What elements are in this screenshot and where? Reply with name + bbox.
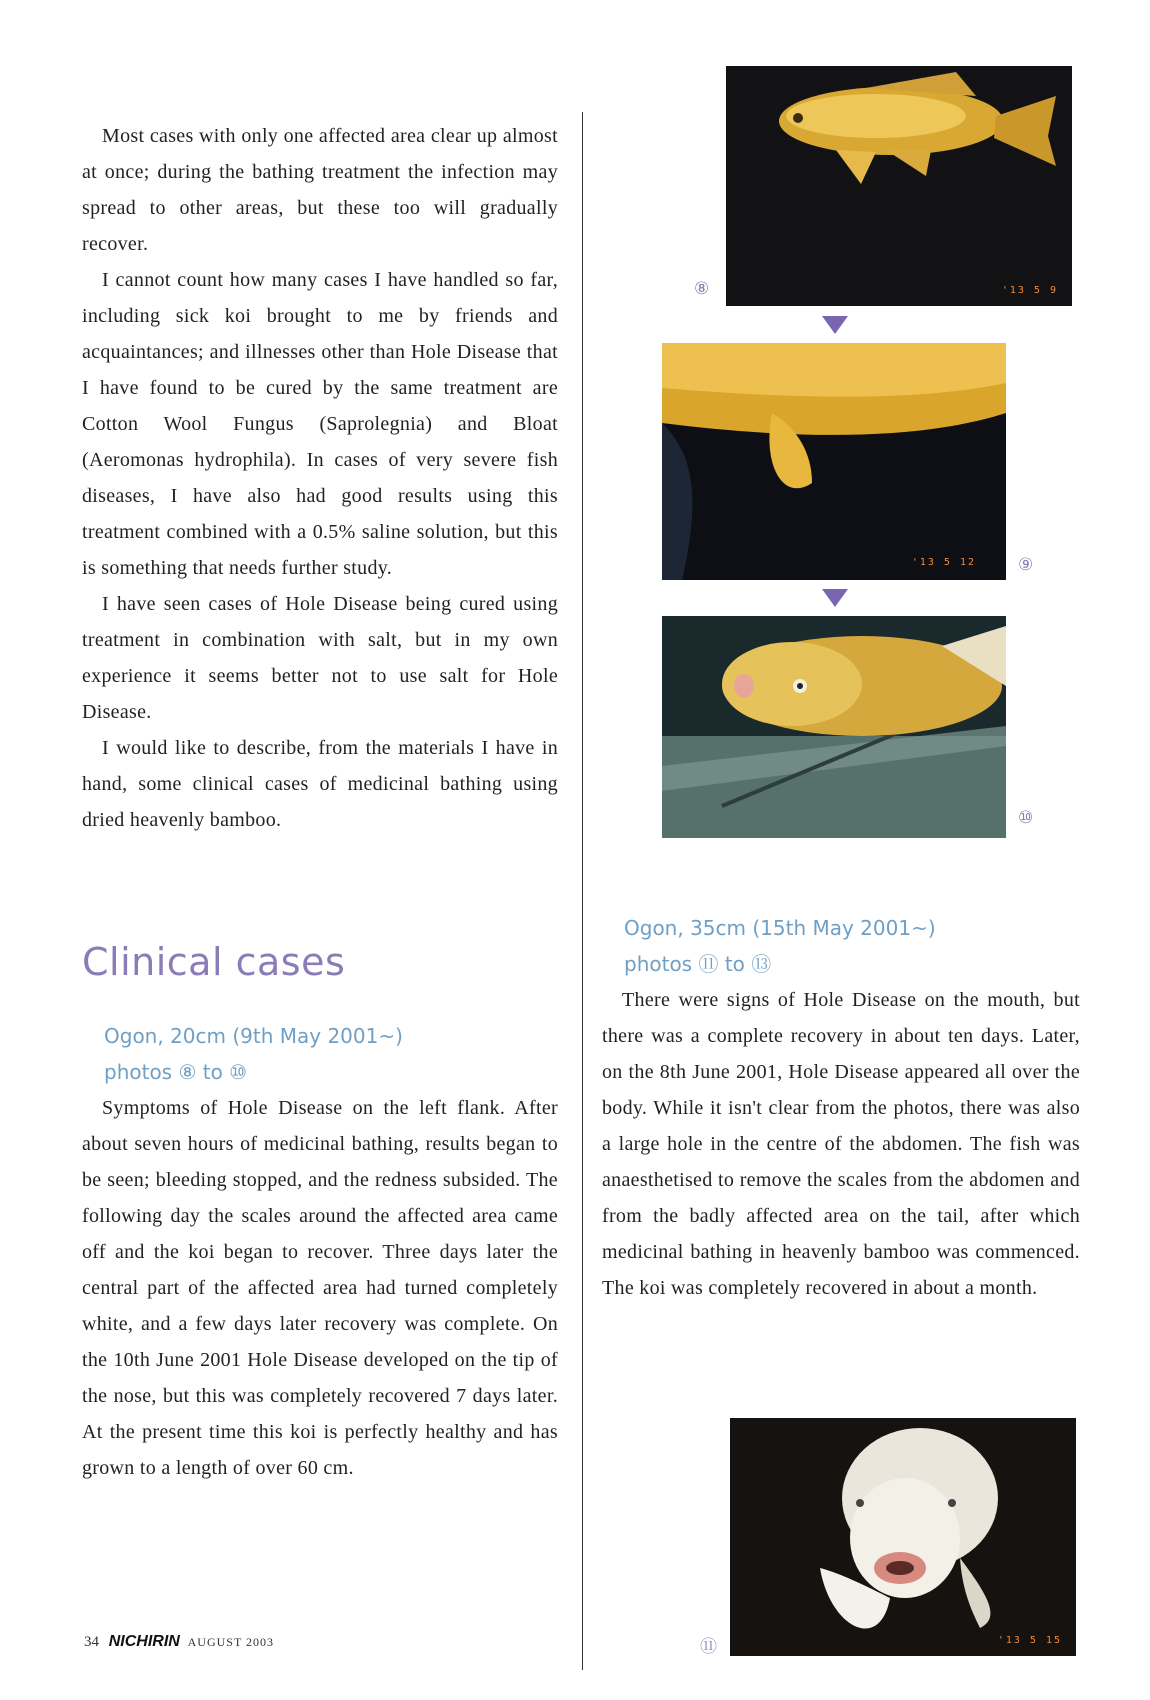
case-1-text: Symptoms of Hole Disease on the left flank. After about seven hours of medicinal bathing, results began to be seen; bleeding stopped, and the redness subsided. The following day the scales around the affected area came off and the koi began to recover. Three days later the central part of the affected area had turned completely white, and a few days later recovery was complete. On the 10th June 2001 Hole Disease developed on the tip of the nose, but this was completely recovered 7 days later. At the present time this koi is perfectly healthy and has grown to a length of over 60 cm. bbox=[82, 1097, 558, 1479]
photo-8-number: ⑧ bbox=[694, 279, 710, 299]
column-divider bbox=[582, 112, 583, 1670]
arrow-down-icon bbox=[822, 589, 848, 607]
intro-paragraph-1: Most cases with only one affected area clear up almost at once; during the bathing treatment the infection may spread to other areas, but these too will gradually recover. bbox=[82, 125, 558, 255]
case-1 bbox=[82, 1018, 558, 1486]
intro-paragraph-4: I would like to describe, from the materials I have in hand, some clinical cases of medicinal bathing using dried heavenly bamboo. bbox=[82, 737, 558, 831]
photo-9-number: ⑨ bbox=[1018, 555, 1034, 575]
arrow-down-icon bbox=[822, 316, 848, 334]
intro-paragraph-2: I cannot count how many cases I have handled so far, including sick koi brought to me by friends and acquaintances; and illnesses other than Hole Disease that I have found to be cured by the same treatment are Cotton Wool Fungus (Saprolegnia) and Bloat (Aeromonas hydrophila). In cases of very severe fish diseases, I have also had good results using this treatment combined with a 0.5% saline solution, but this is something that needs further study. bbox=[82, 269, 558, 579]
magazine-name: NICHIRIN bbox=[108, 1633, 180, 1650]
issue-date: AUGUST 2003 bbox=[187, 1635, 275, 1649]
intro-text bbox=[82, 118, 558, 838]
case-1-heading: Ogon, 20cm (9th May 2001~) bbox=[104, 1024, 403, 1048]
koi-photo-10 bbox=[662, 616, 1006, 838]
photo-10-number: ⑩ bbox=[1018, 808, 1034, 828]
intro-paragraph-3: I have seen cases of Hole Disease being cured using treatment in combination with salt, but in my own experience it seems better not to use salt for Hole Disease. bbox=[82, 593, 558, 723]
photo-8-datestamp: '13 5 9 bbox=[1001, 285, 1058, 296]
case-1-photos-ref: photos ⑧ to ⑩ bbox=[104, 1060, 248, 1084]
page-footer bbox=[84, 1633, 274, 1651]
photo-11-datestamp: '13 5 15 bbox=[997, 1635, 1062, 1646]
koi-photo-11 bbox=[730, 1418, 1076, 1656]
case-2-heading: Ogon, 35cm (15th May 2001~) bbox=[624, 916, 936, 940]
case-2 bbox=[602, 910, 1080, 1306]
photo-9-datestamp: '13 5 12 bbox=[911, 557, 976, 568]
koi-photo-8 bbox=[726, 66, 1072, 306]
case-2-text: There were signs of Hole Disease on the mouth, but there was a complete recovery in about ten days. Later, on the 8th June 2001, Hole Disease appeared all over the body. While it isn't clear from the photos, there was also a large hole in the centre of the abdomen. The fish was anaesthetised to remove the scales from the abdomen and from the badly affected area on the tail, after which medicinal bathing in heavenly bamboo was commenced. The koi was completely recovered in about a month. bbox=[602, 989, 1080, 1299]
koi-photo-9 bbox=[662, 343, 1006, 580]
case-2-photos-ref: photos ⑪ to ⑬ bbox=[624, 952, 772, 976]
page-number: 34 bbox=[84, 1634, 99, 1650]
section-title: Clinical cases bbox=[82, 940, 346, 984]
photo-11-number: ⑪ bbox=[700, 1637, 717, 1657]
